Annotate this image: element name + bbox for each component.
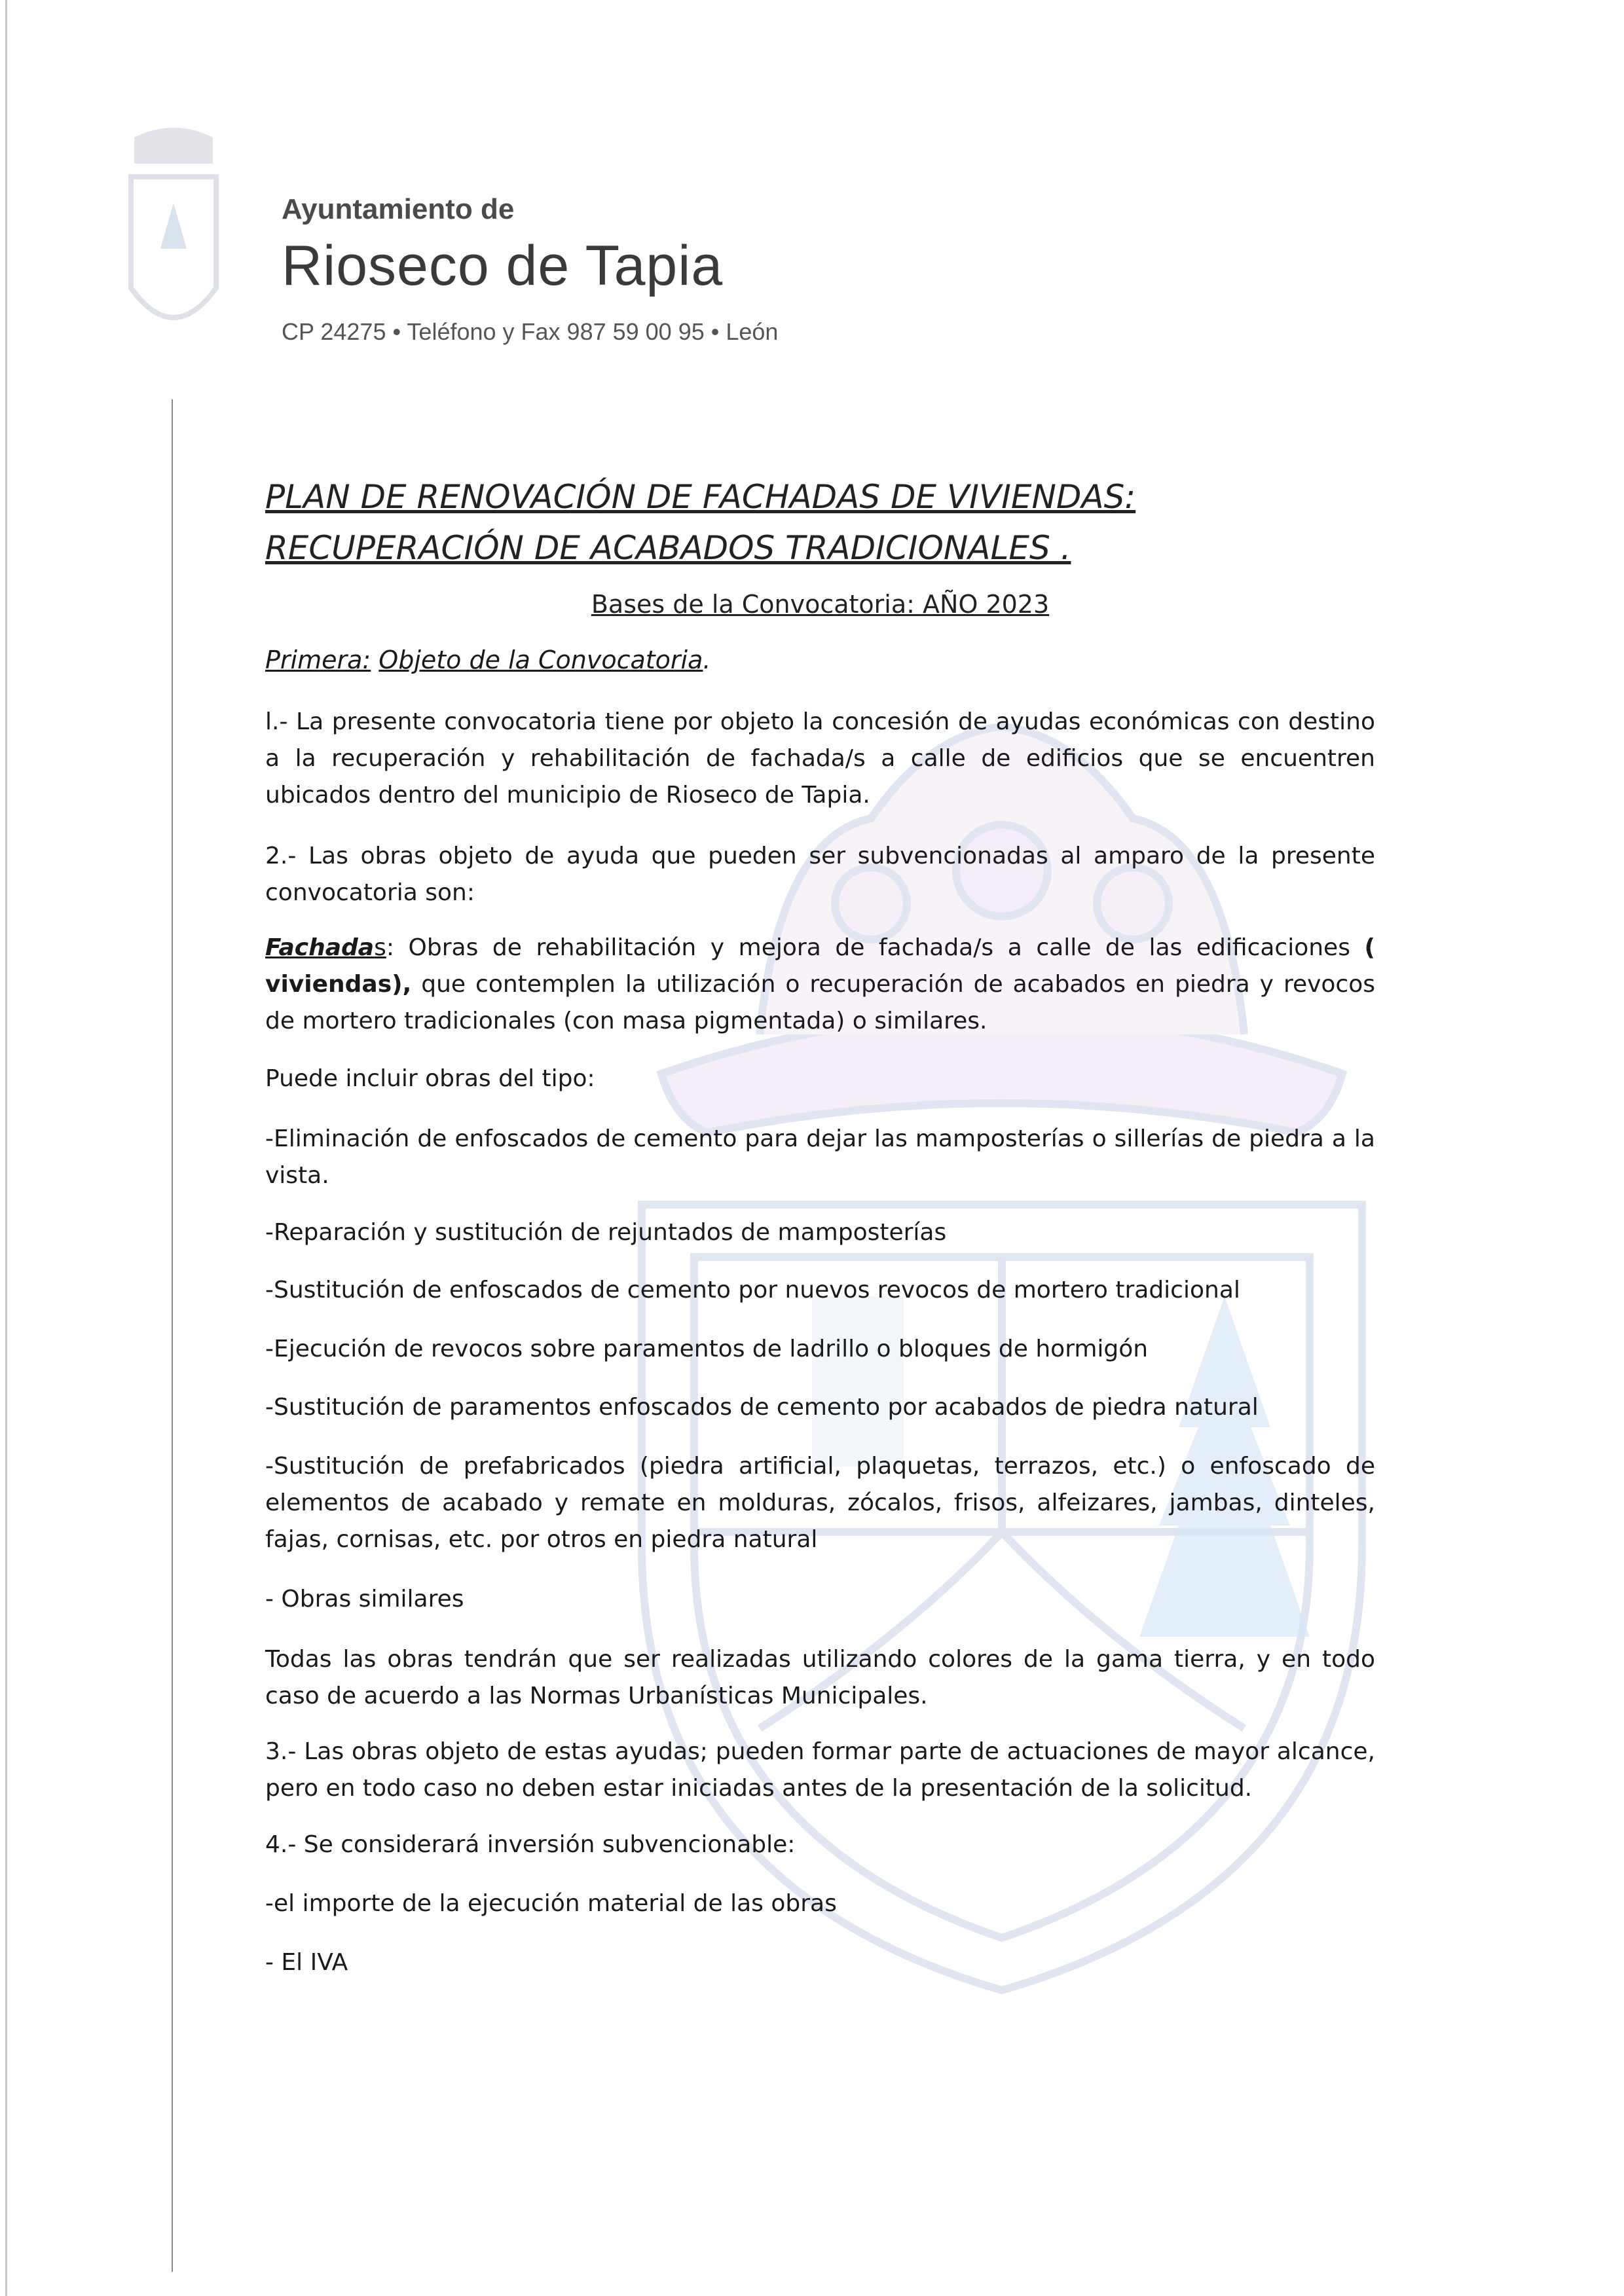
letterhead: [282, 193, 778, 346]
section-heading: [265, 642, 711, 678]
letterhead-prefix: Ayuntamiento de: [282, 193, 515, 225]
paragraph-8: -el importe de la ejecución material de las obras: [265, 1890, 837, 1917]
section-title: Objeto de la Convocatoria: [378, 646, 703, 674]
paragraph-3: [265, 930, 1375, 1040]
list-item: -Reparación y sustitución de rejuntados de mamposterías: [265, 1219, 947, 1246]
crest-icon: [115, 124, 232, 360]
fachadas-term: Fachada: [265, 934, 375, 961]
scan-edge-left: [5, 0, 7, 2296]
list-item: -Sustitución de paramentos enfoscados de cemento por acabados de piedra natural: [265, 1394, 1259, 1421]
list-item: -Ejecución de revocos sobre paramentos de ladrillo o bloques de hormigón: [265, 1336, 1149, 1362]
list-item: -Sustitución de prefabricados (piedra artificial, plaquetas, terrazos, etc.) o enfoscado de elementos de acabado y remate en molduras, zócalos, frisos, alfeizares, jambas, dinteles, fajas, cornisas, etc. por otros en piedra natural: [265, 1453, 1375, 1553]
list-item: -Sustitución de enfoscados de cemento por nuevos revocos de mortero tradicional: [265, 1277, 1240, 1303]
list-item: -Eliminación de enfoscados de cemento para dejar las mamposterías o sillerías de piedra a la vista.: [265, 1125, 1375, 1189]
section-end: .: [703, 646, 711, 674]
municipality-name: Rioseco de Tapia: [282, 234, 724, 297]
paragraph-4: Puede incluir obras del tipo:: [265, 1065, 595, 1092]
document-subtitle: Bases de la Convocatoria: AÑO 2023: [591, 590, 1050, 619]
list-item: - Obras similares: [265, 1586, 464, 1613]
paragraph-2: 2.- Las obras objeto de ayuda que pueden ser subvencionadas al amparo de la presente convocatoria son:: [265, 843, 1375, 906]
paragraph-3-bold: ( viviendas),: [265, 934, 1375, 998]
contact-info: CP 24275 • Teléfono y Fax 987 59 00 95 • León: [282, 318, 779, 345]
section-label: Primera:: [265, 646, 371, 674]
fachadas-term-suffix: s: [374, 934, 386, 961]
paragraph-6: 3.- Las obras objeto de estas ayudas; pueden formar parte de actuaciones de mayor alcance, pero en todo caso no deben estar iniciadas antes de la presentación de la solicitud.: [265, 1738, 1375, 1802]
document-title: PLAN DE RENOVACIÓN DE FACHADAS DE VIVIENDAS: RECUPERACIÓN DE ACABADOS TRADICIONALES .: [265, 478, 1136, 567]
margin-rule: [172, 399, 173, 2272]
paragraph-5: Todas las obras tendrán que ser realizadas utilizando colores de la gama tierra, y en todo caso de acuerdo a las Normas Urbanísticas Municipales.: [265, 1646, 1375, 1709]
paragraph-9: - El IVA: [265, 1949, 348, 1976]
paragraph-3-text-a: : Obras de rehabilitación y mejora de fachada/s a calle de las edificaciones: [386, 934, 1365, 961]
paragraph-3-text-b: que contemplen la utilización o recuperación de acabados en piedra y revocos de mortero tradicionales (con masa pigmentada) o similares.: [265, 971, 1375, 1034]
paragraph-1: l.- La presente convocatoria tiene por objeto la concesión de ayudas económicas con destino a la recuperación y rehabilitación de fachada/s a calle de edificios que se encuentren ubicados dentro del municipio de Rioseco de Tapia.: [265, 708, 1375, 809]
paragraph-7: 4.- Se considerará inversión subvencionable:: [265, 1831, 796, 1858]
